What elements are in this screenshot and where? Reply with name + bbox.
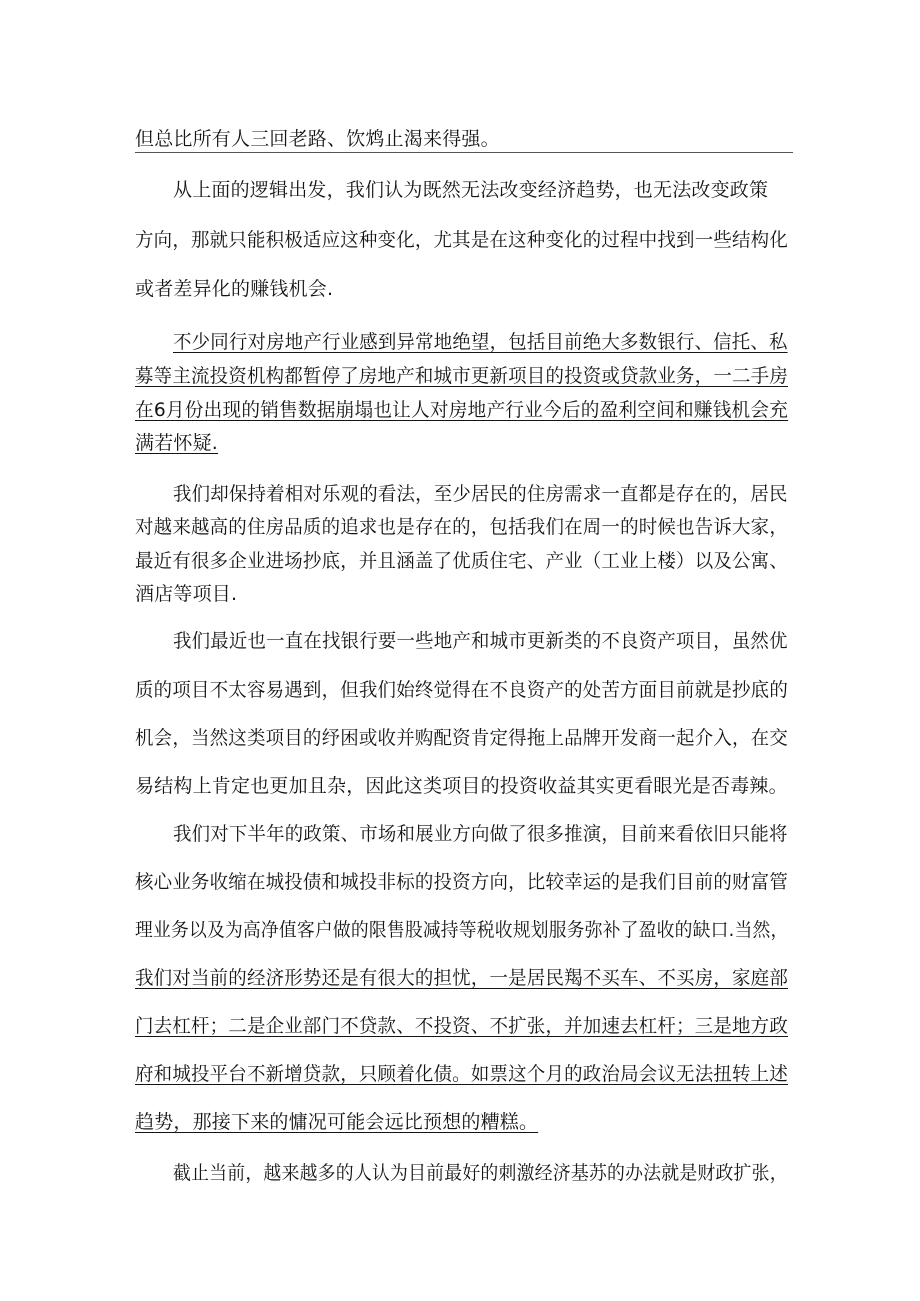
paragraph-6-line: 截止当前，越来越多的人认为目前最好的刺激经济基苏的办法就是财政扩张，	[173, 1162, 788, 1184]
paragraph-3-line: 最近有很多企业进场抄底，并且涵盖了优质住宅、产业（工业上楼）以及公寓、	[135, 550, 788, 572]
paragraph-2-line: 募等主流投资机构都暂停了房地产和城市更新项目的投资或贷款业务，一二手房	[135, 365, 788, 387]
paragraph-4-line: 机会，当然这类项目的纾困或收并购配资肯定得拖上品牌开发商一起介入，在交	[135, 727, 788, 749]
paragraph-5-line: 我们对下半年的政策、市场和展业方向做了很多推演，目前来看依旧只能将	[173, 823, 788, 845]
paragraph-3-line: 酒店等项目.	[135, 583, 238, 605]
paragraph-5-line: 理业务以及为高净值客户做的限售股减持等税收规划服务弥补了盈收的缺口.当然，	[135, 919, 789, 941]
paragraph-4-line: 我们最近也一直在找银行要一些地产和城市更新类的不良资产项目，虽然优	[173, 630, 788, 652]
paragraph-4-line: 质的项目不太容易遇到，但我们始终觉得在不良资产的处苦方面目前就是抄底的	[135, 679, 788, 701]
paragraph-1-line: 或者差异化的赚钱机会.	[135, 278, 334, 300]
paragraph-5-line: 府和城投平台不新增贷款，只顾着化债。如票这个月的政治局会议无法扭转上述	[135, 1063, 788, 1085]
paragraph-3-line: 对越来越高的住房品质的追求也是存在的，包括我们在周一的时候也告诉大家，	[135, 516, 788, 538]
text-line: 但总比所有人三回老路、饮鸩止渴来得强。	[135, 128, 500, 150]
paragraph-2-line: 不少同行对房地产行业感到异常地绝望，包括目前绝大多数银行、信托、私	[173, 331, 788, 353]
paragraph-2-line: 满若怀疑.	[135, 432, 219, 454]
paragraph-3-line: 我们却保持着相对乐观的看法，至少居民的住房需求一直都是存在的，居民	[173, 483, 788, 505]
paragraph-5-line: 核心业务收缩在城投债和城投非标的投资方向，比较幸运的是我们目前的财富管	[135, 871, 788, 893]
paragraph-1-line: 方向，那就只能积极适应这种变化，尤其是在这种变化的过程中找到一些结构化	[135, 229, 788, 251]
paragraph-5-line: 我们对当前的经济形势还是有很大的担忧，一是居民羯不买车、不买房，家庭部	[135, 967, 788, 989]
paragraph-5-line: 门去杠杆；二是企业部门不贷款、不投资、不扩张，并加速去杠杆；三是地方政	[135, 1015, 788, 1037]
paragraph-1-line: 从上面的逻辑出发，我们认为既然无法改变经济趋势，也无法改变政策	[173, 179, 769, 201]
paragraph-5-line: 趋势，那接下来的慵况可能会远比预想的糟糕。	[135, 1111, 539, 1133]
paragraph-2-line: 在6月份出现的销售数据崩塌也让人对房地产行业今后的盈利空间和赚钱机会充	[135, 399, 789, 421]
paragraph-4-line: 易结构上肯定也更加且杂，因此这类项目的投资收益其实更看眼光是否毒辣。	[135, 775, 788, 797]
horizontal-rule	[135, 152, 793, 153]
